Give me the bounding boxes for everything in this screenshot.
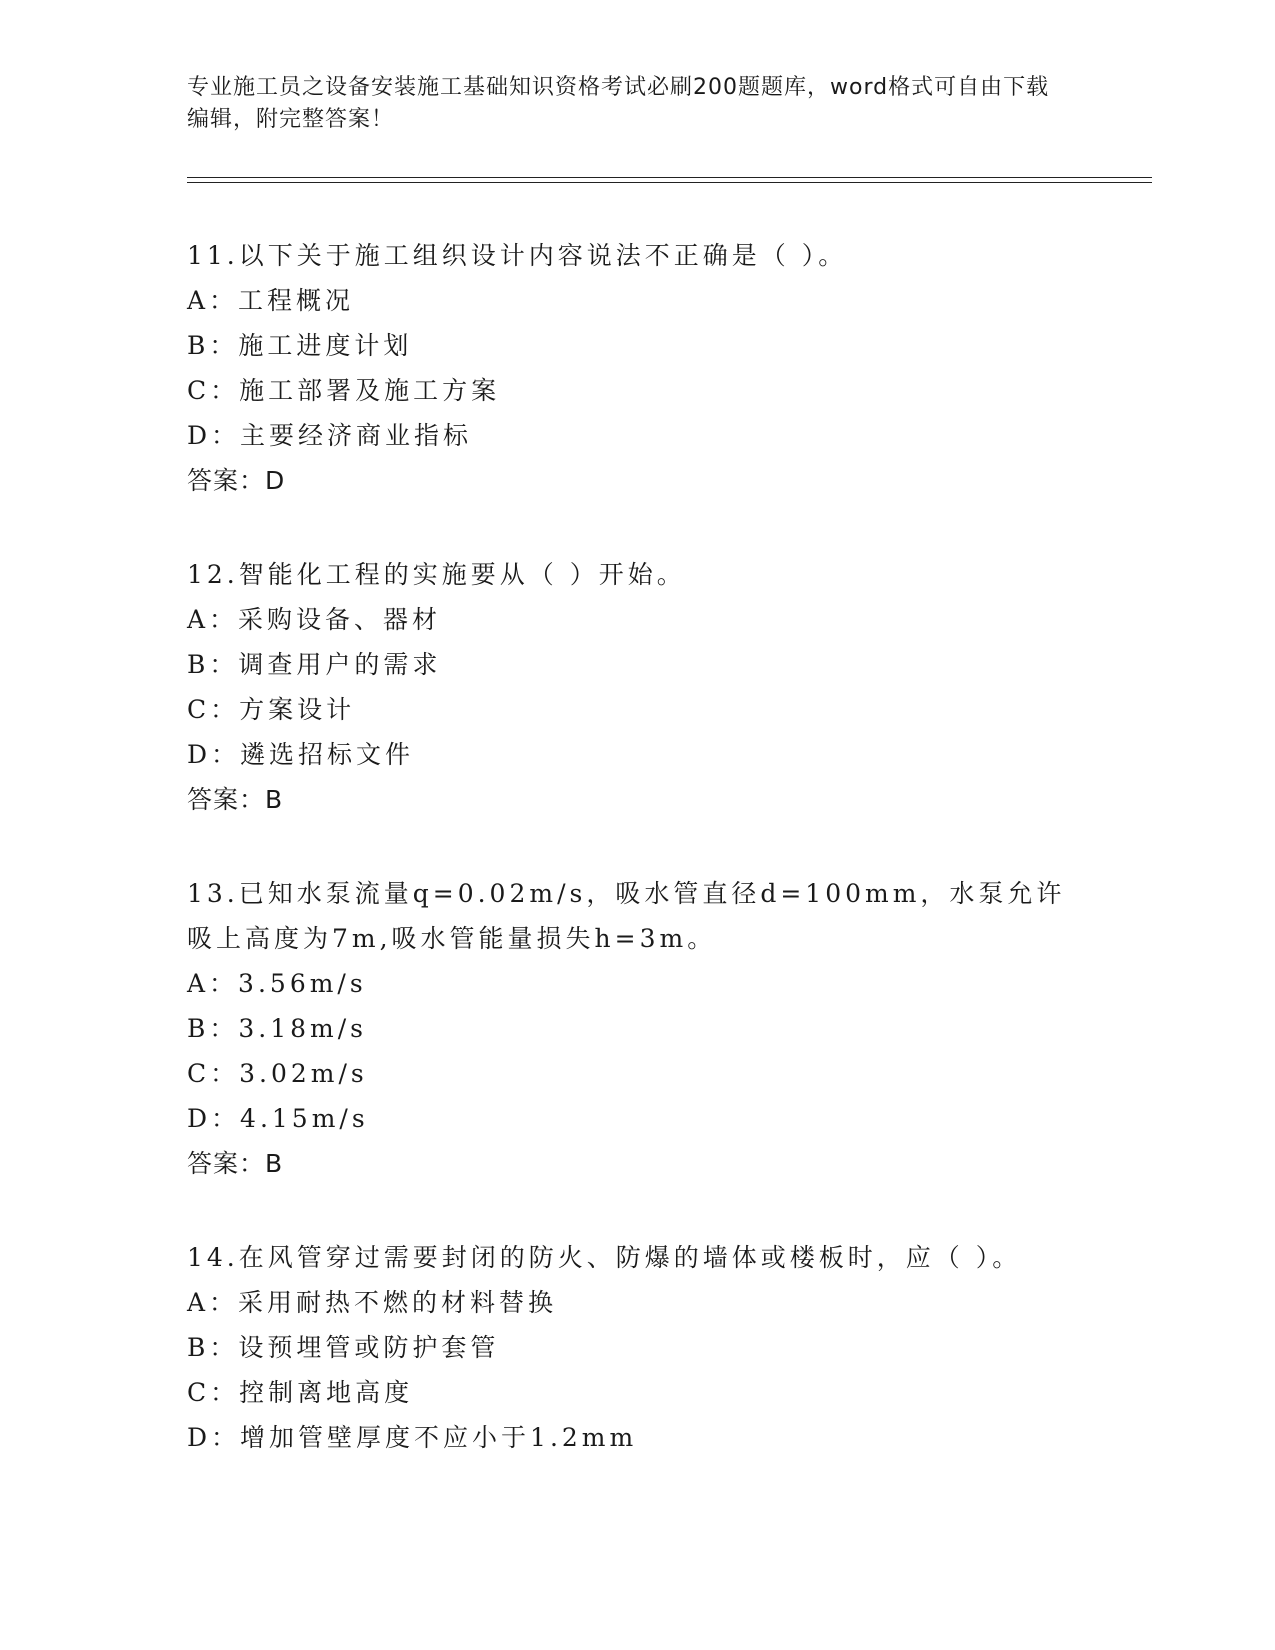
option-b: B：调查用户的需求 bbox=[187, 650, 442, 679]
option-a: A：工程概况 bbox=[187, 286, 355, 315]
option-b: B：施工进度计划 bbox=[187, 331, 413, 360]
option-c: C：3.02m/s bbox=[187, 1059, 368, 1088]
option-d: D：4.15m/s bbox=[187, 1104, 369, 1133]
option-b: B：设预埋管或防护套管 bbox=[187, 1333, 500, 1362]
question-stem: 12.智能化工程的实施要从（ ）开始。 bbox=[187, 560, 686, 589]
option-d: D：增加管壁厚度不应小于1.2mm bbox=[187, 1423, 638, 1452]
question-list bbox=[187, 233, 1067, 1509]
question-14 bbox=[187, 1235, 1067, 1460]
answer-label: 答案：D bbox=[187, 466, 286, 495]
option-a: A：采购设备、器材 bbox=[187, 605, 442, 634]
option-d: D：主要经济商业指标 bbox=[187, 421, 473, 450]
option-c: C：施工部署及施工方案 bbox=[187, 376, 501, 405]
question-11 bbox=[187, 233, 1067, 503]
header-divider bbox=[187, 177, 1152, 183]
document-header: 专业施工员之设备安装施工基础知识资格考试必刷200题题库，word格式可自由下载编辑，附完整答案！ bbox=[187, 75, 1050, 132]
option-c: C：方案设计 bbox=[187, 695, 356, 724]
question-stem: 13.已知水泵流量q=0.02m/s，吸水管直径d=100mm，水泵允许吸上高度为7m,吸水管能量损失h=3m。 bbox=[187, 879, 1066, 953]
question-12 bbox=[187, 552, 1067, 822]
option-b: B：3.18m/s bbox=[187, 1014, 367, 1043]
option-a: A：采用耐热不燃的材料替换 bbox=[187, 1288, 558, 1317]
answer-label: 答案：B bbox=[187, 785, 284, 814]
question-13 bbox=[187, 871, 1067, 1186]
question-stem: 11.以下关于施工组织设计内容说法不正确是（ ）。 bbox=[187, 241, 848, 270]
option-d: D：遴选招标文件 bbox=[187, 740, 415, 769]
answer-label: 答案：B bbox=[187, 1149, 284, 1178]
question-stem: 14.在风管穿过需要封闭的防火、防爆的墙体或楼板时，应（ ）。 bbox=[187, 1243, 1022, 1272]
option-c: C：控制离地高度 bbox=[187, 1378, 414, 1407]
option-a: A：3.56m/s bbox=[187, 969, 367, 998]
